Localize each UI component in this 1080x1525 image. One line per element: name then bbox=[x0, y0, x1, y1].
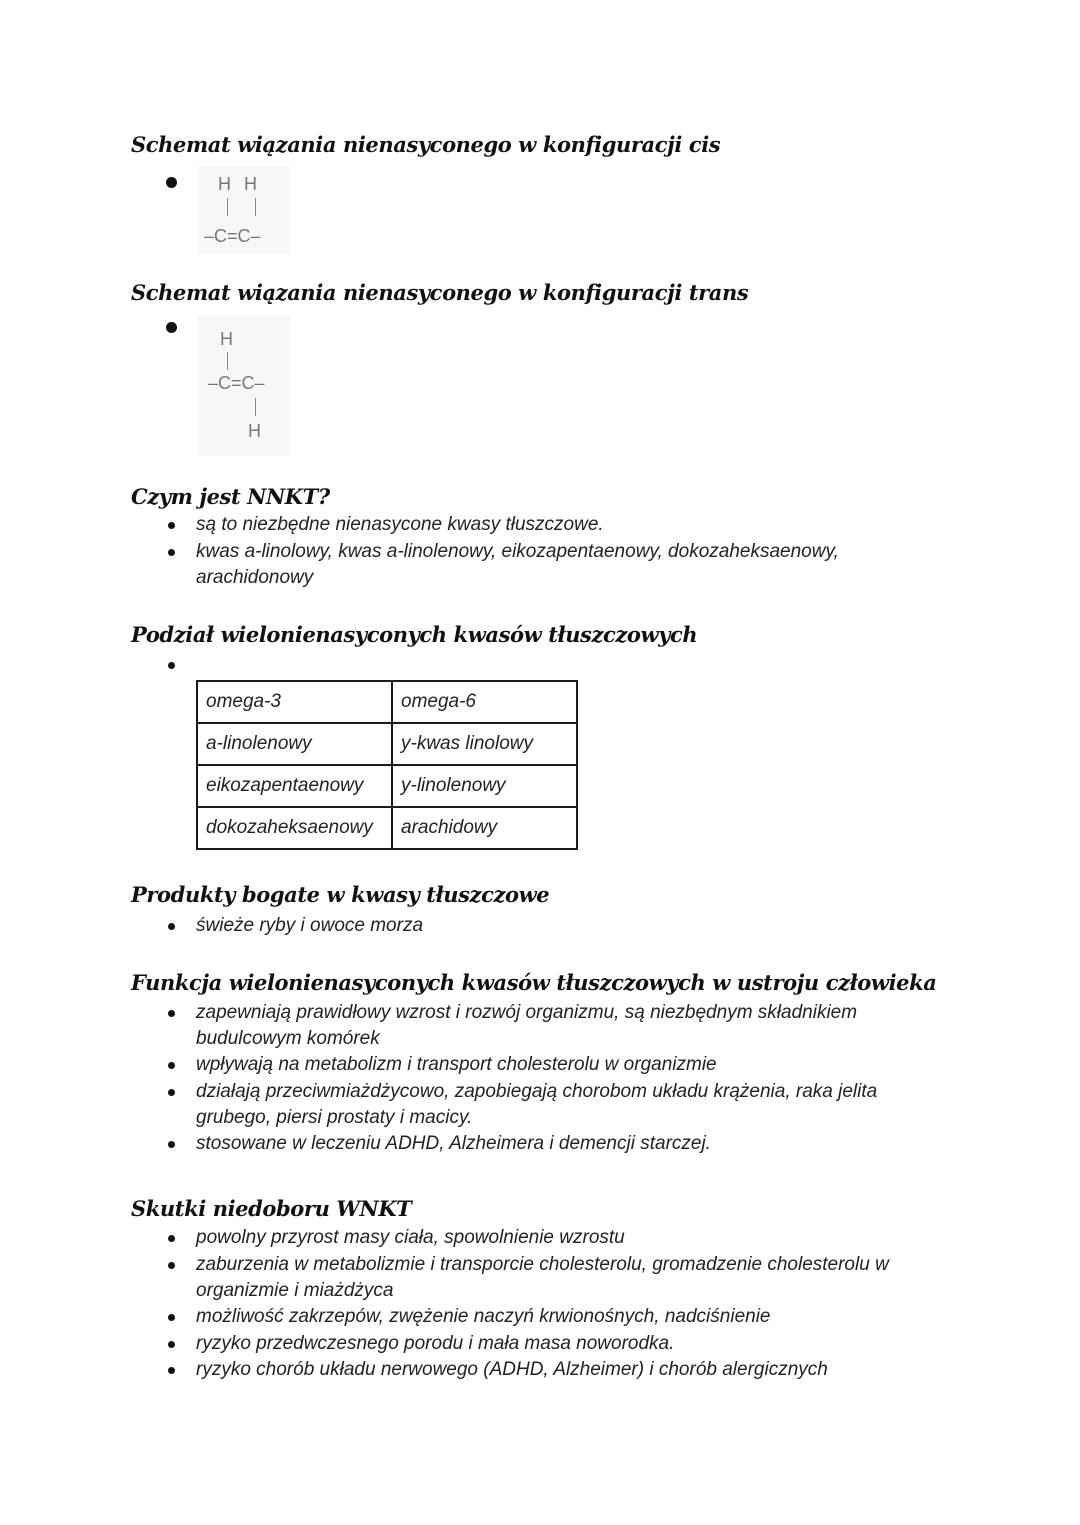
bullet bbox=[168, 522, 175, 529]
list-item-continuation: arachidonowy bbox=[196, 567, 314, 588]
table-cell: y-kwas linolowy bbox=[392, 723, 577, 765]
heading-cis: Schemat wiązania nienasyconego w konfiguracji cis bbox=[131, 132, 721, 157]
list-item-continuation: organizmie i miażdżyca bbox=[196, 1280, 394, 1301]
list-item: możliwość zakrzepów, zwężenie naczyń krwionośnych, nadciśnienie bbox=[196, 1306, 771, 1327]
trans-bond-bottom bbox=[255, 398, 256, 416]
list-item: świeże ryby i owoce morza bbox=[196, 915, 424, 936]
bullet bbox=[168, 1235, 175, 1242]
pufa-table bbox=[196, 680, 578, 850]
list-item: działają przeciwmiażdżycowo, zapobiegają chorobom układu krążenia, raka jelita bbox=[196, 1081, 878, 1102]
table-row bbox=[197, 681, 577, 723]
heading-skutki: Skutki niedoboru WNKT bbox=[131, 1196, 412, 1221]
list-item: zaburzenia w metabolizmie i transporcie cholesterolu, gromadzenie cholesterolu w bbox=[196, 1254, 889, 1275]
bullet bbox=[168, 549, 175, 556]
list-item: wpływają na metabolizm i transport cholesterolu w organizmie bbox=[196, 1054, 717, 1075]
bullet bbox=[168, 1314, 175, 1321]
heading-podzial: Podział wielonienasyconych kwasów tłuszczowych bbox=[131, 622, 698, 647]
cis-formula-image bbox=[198, 166, 290, 254]
heading-trans: Schemat wiązania nienasyconego w konfiguracji trans bbox=[131, 280, 749, 305]
table-cell: y-linolenowy bbox=[392, 765, 577, 807]
table-cell: arachidowy bbox=[392, 807, 577, 849]
list-item-continuation: budulcowym komórek bbox=[196, 1028, 380, 1049]
heading-funkcja: Funkcja wielonienasyconych kwasów tłuszczowych w ustroju człowieka bbox=[131, 970, 937, 995]
heading-nnkt: Czym jest NNKT? bbox=[131, 484, 330, 509]
bullet bbox=[168, 662, 175, 669]
list-item: ryzyko przedwczesnego porodu i mała masa noworodka. bbox=[196, 1333, 675, 1354]
trans-formula-bond-line: –C=C– bbox=[208, 373, 265, 393]
trans-formula-h-bottom: H bbox=[248, 421, 261, 441]
table-row bbox=[197, 765, 577, 807]
list-item: stosowane w leczeniu ADHD, Alzheimera i demencji starczej. bbox=[196, 1133, 711, 1154]
table-cell: omega-6 bbox=[392, 681, 577, 723]
trans-formula-h-top: H bbox=[220, 329, 233, 349]
table-cell: dokozaheksaenowy bbox=[197, 807, 392, 849]
cis-formula-h-top: H H bbox=[218, 174, 261, 194]
bullet bbox=[168, 1010, 175, 1017]
bullet bbox=[168, 1341, 175, 1348]
heading-produkty: Produkty bogate w kwasy tłuszczowe bbox=[131, 882, 550, 907]
bullet bbox=[168, 1089, 175, 1096]
bullet bbox=[168, 1367, 175, 1374]
bullet bbox=[168, 1262, 175, 1269]
list-item: kwas a-linolowy, kwas a-linolenowy, eikozapentaenowy, dokozaheksaenowy, bbox=[196, 541, 839, 562]
cis-formula-bond-line: –C=C– bbox=[204, 226, 261, 246]
list-item: są to niezbędne nienasycone kwasy tłuszczowe. bbox=[196, 514, 604, 535]
bullet bbox=[168, 923, 175, 930]
list-item: zapewniają prawidłowy wzrost i rozwój organizmu, są niezbędnym składnikiem bbox=[196, 1002, 858, 1023]
list-item: ryzyko chorób układu nerwowego (ADHD, Alzheimer) i chorób alergicznych bbox=[196, 1359, 828, 1380]
table-row bbox=[197, 807, 577, 849]
cis-bond-right bbox=[255, 198, 256, 216]
bullet bbox=[166, 322, 177, 333]
list-item-continuation: grubego, piersi prostaty i macicy. bbox=[196, 1107, 473, 1128]
table-cell: a-linolenowy bbox=[197, 723, 392, 765]
bullet bbox=[168, 1062, 175, 1069]
list-item: powolny przyrost masy ciała, spowolnienie wzrostu bbox=[196, 1227, 625, 1248]
table-row bbox=[197, 723, 577, 765]
table-cell: eikozapentaenowy bbox=[197, 765, 392, 807]
bullet bbox=[166, 177, 177, 188]
trans-formula-image bbox=[198, 316, 290, 456]
bullet bbox=[168, 1141, 175, 1148]
trans-bond-top bbox=[227, 352, 228, 370]
cis-bond-left bbox=[227, 198, 228, 216]
table-cell: omega-3 bbox=[197, 681, 392, 723]
